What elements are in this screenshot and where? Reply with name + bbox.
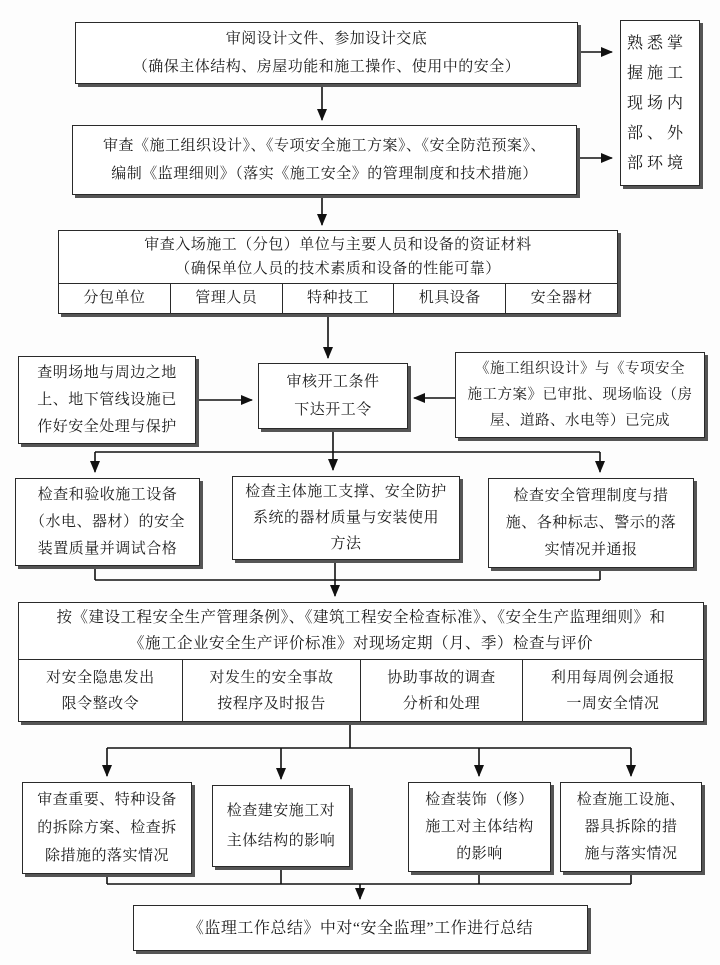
- node-text-line: 装置质量并调试合格: [37, 540, 178, 557]
- table-cell: [505, 284, 617, 313]
- node-check-safety-rules: [488, 478, 694, 568]
- node-text-line: 编制《监理细则》（落实《施工安全》的管理制度和技术措施）: [111, 166, 538, 182]
- node-text-line: 审阅设计文件、参加设计交底: [225, 31, 428, 47]
- table-cell: [182, 660, 361, 721]
- table-cell: [282, 284, 394, 313]
- node-text-line: 施工对主体结构: [425, 818, 534, 835]
- table-cell: [360, 660, 521, 721]
- node-text-line: 《施工企业安全生产评价标准》对现场定期（月、季）检查与评价: [128, 635, 593, 652]
- node-text-line: 审核开工条件: [286, 374, 380, 390]
- node-text-line: 作好安全处理与保护: [37, 418, 177, 435]
- node-text-line: 上、地下管线设施已: [37, 391, 177, 408]
- node-final-summary: [133, 905, 588, 951]
- node-check-support-systems: [232, 476, 460, 560]
- node-text-line: 施、各种标志、警示的落: [505, 514, 677, 531]
- node-check-construction-impact: [212, 785, 350, 867]
- node-check-equipment: [15, 478, 200, 566]
- periodic-header: [19, 603, 703, 659]
- node-text: 《监理工作总结》中对“安全监理”工作进行总结: [187, 919, 534, 937]
- cell-text-line: 协助事故的调查: [387, 669, 496, 686]
- node-text-line: 下达开工令: [294, 402, 372, 418]
- cell-text-line: 对发生的安全事故: [209, 669, 334, 686]
- cell-text-line: 限令整改令: [61, 695, 140, 712]
- node-text-line: 按《建设工程安全生产管理条例》、《建筑工程安全检查标准》、《安全生产监理细则》和: [56, 609, 666, 626]
- cell-text: 分包单位: [83, 290, 146, 306]
- node-text-line: （水电、器材）的安全: [29, 513, 185, 530]
- node-text-line: 除措施的落实情况: [44, 848, 169, 864]
- node-text-line: 审查入场施工（分包）单位与主要人员和设备的资证材料: [144, 237, 532, 253]
- cell-text: 机具设备: [418, 290, 481, 306]
- node-check-decoration-impact: [408, 782, 551, 872]
- table-cell: [170, 284, 282, 313]
- credentials-header: [59, 231, 617, 283]
- node-text-line: 屋、道路、水电等）已完成: [490, 413, 670, 429]
- node-text-line: 施工方案》已审批、现场临设（房: [467, 387, 693, 403]
- node-site-pipelines: [18, 356, 196, 444]
- node-familiarize-environment: [620, 20, 700, 186]
- node-review-credentials: [58, 230, 618, 314]
- node-plans-approved: [455, 352, 705, 438]
- node-text-line: 系统的器材质量与安装使用: [252, 510, 439, 526]
- node-text-line: 检查主体施工支撑、安全防护: [245, 484, 447, 500]
- node-text-line: 实情况并通报: [544, 541, 638, 558]
- cell-text: 特种技工: [306, 290, 369, 306]
- table-cell: [59, 284, 170, 313]
- node-text-line: 审查重要、特种设备: [37, 792, 177, 808]
- table-cell: [19, 660, 182, 721]
- node-periodic-inspection: [18, 602, 704, 722]
- node-start-work-order: [258, 363, 408, 429]
- table-cell: [393, 284, 505, 313]
- cell-text-line: 利用每周例会通报: [550, 669, 675, 686]
- node-text-line: 检查施工设施、: [576, 791, 686, 808]
- node-text-line: 《施工组织设计》与《专项安全: [475, 361, 685, 377]
- node-text-line: （确保主体结构、房屋功能和施工操作、使用中的安全）: [132, 59, 521, 75]
- node-text-line: 主体结构的影响: [226, 833, 336, 849]
- cell-text-line: 一周安全情况: [566, 695, 660, 712]
- cell-text: 管理人员: [195, 290, 258, 306]
- cell-text-line: 按程序及时报告: [217, 695, 326, 712]
- node-text-line: 检查和验收施工设备: [37, 486, 178, 503]
- cell-text-line: 对安全隐患发出: [46, 669, 155, 686]
- table-cell: [522, 660, 703, 721]
- periodic-cell-row: [19, 659, 703, 721]
- node-text-line: 的拆除方案、检查拆: [37, 820, 177, 836]
- node-review-design: [75, 22, 578, 84]
- node-text: 熟悉掌握施工现场内部、外部环境: [627, 35, 688, 172]
- node-review-plans: [72, 125, 577, 195]
- node-text-line: 检查建安施工对: [226, 803, 336, 819]
- node-text-line: 检查安全管理制度与措: [513, 487, 669, 504]
- node-review-demolition: [22, 782, 192, 874]
- node-text-line: 检查装饰（修）: [425, 791, 534, 808]
- credentials-cell-row: [59, 283, 617, 313]
- node-text-line: 审查《施工组织设计》、《专项安全施工方案》、《安全防范预案》、: [102, 138, 546, 154]
- node-text-line: 器具拆除的措: [584, 818, 678, 835]
- node-text-line: 查明场地与周边之地: [37, 364, 177, 381]
- node-text-line: 方法: [330, 536, 362, 552]
- node-check-facility-removal: [560, 782, 702, 872]
- node-text-line: 施与落实情况: [584, 845, 678, 862]
- cell-text: 安全器材: [530, 290, 593, 306]
- cell-text-line: 分析和处理: [402, 695, 481, 712]
- node-text-line: （确保单位人员的技术素质和设备的性能可靠）: [175, 261, 501, 277]
- node-text-line: 的影响: [456, 845, 503, 862]
